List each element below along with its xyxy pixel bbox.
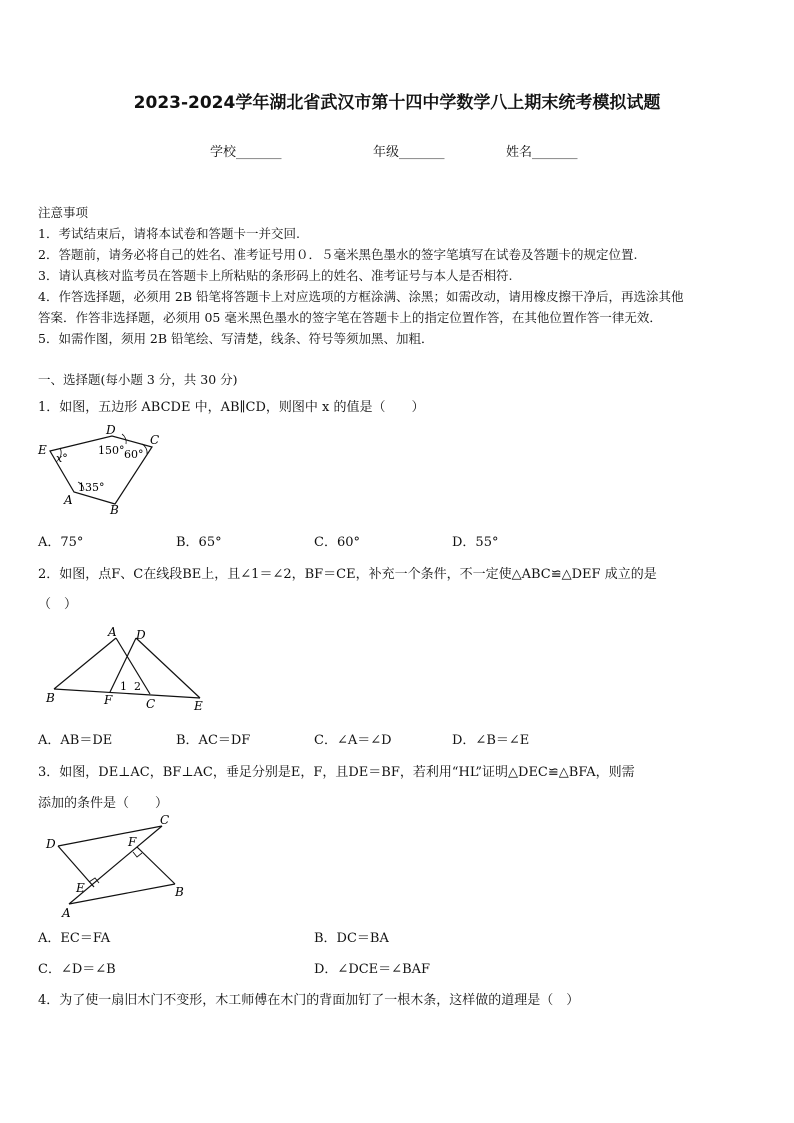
q1-stem: 1．如图，五边形 ABCDE 中，AB∥CD，则图中 x 的值是（ ）: [38, 400, 425, 415]
notice-item: 2．答题前，请务必将自己的姓名、准考证号用０．５毫米黑色墨水的签字笔填写在试卷及答题卡的规定位置.: [38, 247, 638, 262]
label-D: D: [46, 837, 56, 851]
q1-option-b[interactable]: B．65°: [176, 535, 222, 550]
label-C: C: [160, 813, 170, 827]
q2-stem: 2．如图，点F、C在线段BE上，且∠1＝∠2，BF＝CE，补充一个条件，不一定使△ABC≌△DEF 成立的是: [38, 567, 657, 582]
label-A: A: [108, 625, 117, 639]
q2-stem-cont: （ ）: [38, 597, 78, 612]
page-title: 2023-2024学年湖北省武汉市第十四中学数学八上期末统考模拟试题: [133, 93, 661, 113]
q4-stem: 4．为了使一扇旧木门不变形，木工师傅在木门的背面加钉了一根木条，这样做的道理是（ ）: [38, 993, 580, 1008]
label-C: C: [150, 433, 160, 447]
notice-item: 4．作答选择题，必须用 2B 铅笔将答题卡上对应选项的方框涂满、涂黑；如需改动，请用橡皮擦干净后，再选涂其他: [38, 289, 684, 304]
q3-stem-cont: 添加的条件是（ ）: [38, 796, 169, 811]
q3-stem: 3．如图，DE⊥AC，BF⊥AC，垂足分别是E，F，且DE＝BF，若利用“HL”证明△DEC≌△BFA，则需: [38, 765, 635, 780]
label-x: x°: [56, 452, 68, 465]
notice-item: 答案．作答非选择题，必须用 05 毫米黑色墨水的签字笔在答题卡上的指定位置作答，在其他位置作答一律无效．: [38, 310, 662, 325]
label-A: A: [64, 493, 73, 507]
q3-option-a[interactable]: A．EC＝FA: [38, 931, 111, 946]
q2-option-d[interactable]: D．∠B＝∠E: [452, 733, 530, 748]
q2-option-a[interactable]: A．AB＝DE: [38, 733, 113, 748]
q2-triangles-figure: [38, 622, 218, 718]
school-field: 学校_______: [210, 145, 282, 160]
label-C: C: [146, 697, 156, 711]
q1-option-c[interactable]: C．60°: [314, 535, 360, 550]
notice-item: 1．考试结束后，请将本试卷和答题卡一并交回.: [38, 226, 300, 241]
angle-1-label: 1: [120, 680, 127, 693]
q1-option-d[interactable]: D．55°: [452, 535, 499, 550]
notice-item: 5．如需作图，须用 2B 铅笔绘、写清楚，线条、符号等须加黑、加粗．: [38, 331, 434, 346]
label-E: E: [194, 699, 203, 713]
grade-field: 年级_______: [373, 145, 445, 160]
q2-option-b[interactable]: B．AC＝DF: [176, 733, 251, 748]
q3-option-c[interactable]: C．∠D＝∠B: [38, 962, 116, 977]
angle-60-label: 60°: [124, 448, 144, 461]
angle-135-label: 135°: [78, 481, 105, 494]
label-A: A: [62, 906, 71, 920]
name-field: 姓名_______: [506, 145, 578, 160]
q3-option-d[interactable]: D．∠DCE＝∠BAF: [314, 962, 431, 977]
label-D: D: [136, 628, 146, 642]
q3-figure: [38, 812, 198, 920]
q1-option-a[interactable]: A．75°: [38, 535, 84, 550]
label-F: F: [128, 835, 137, 849]
section-heading: 一、选择题(每小题 3 分，共 30 分): [38, 372, 238, 387]
label-E: E: [38, 443, 47, 457]
label-B: B: [46, 691, 55, 705]
q1-pentagon-figure: [30, 420, 170, 520]
angle-2-label: 2: [134, 680, 141, 693]
q3-option-b[interactable]: B．DC＝BA: [314, 931, 389, 946]
q2-option-c[interactable]: C．∠A＝∠D: [314, 733, 392, 748]
notice-heading: 注意事项: [38, 205, 89, 220]
angle-150-label: 150°: [98, 444, 125, 457]
notice-item: 3．请认真核对监考员在答题卡上所粘贴的条形码上的姓名、准考证号与本人是否相符.: [38, 268, 513, 283]
label-B: B: [110, 503, 119, 517]
label-E: E: [76, 881, 85, 895]
label-B: B: [175, 885, 184, 899]
label-D: D: [106, 423, 116, 437]
label-F: F: [104, 693, 113, 707]
